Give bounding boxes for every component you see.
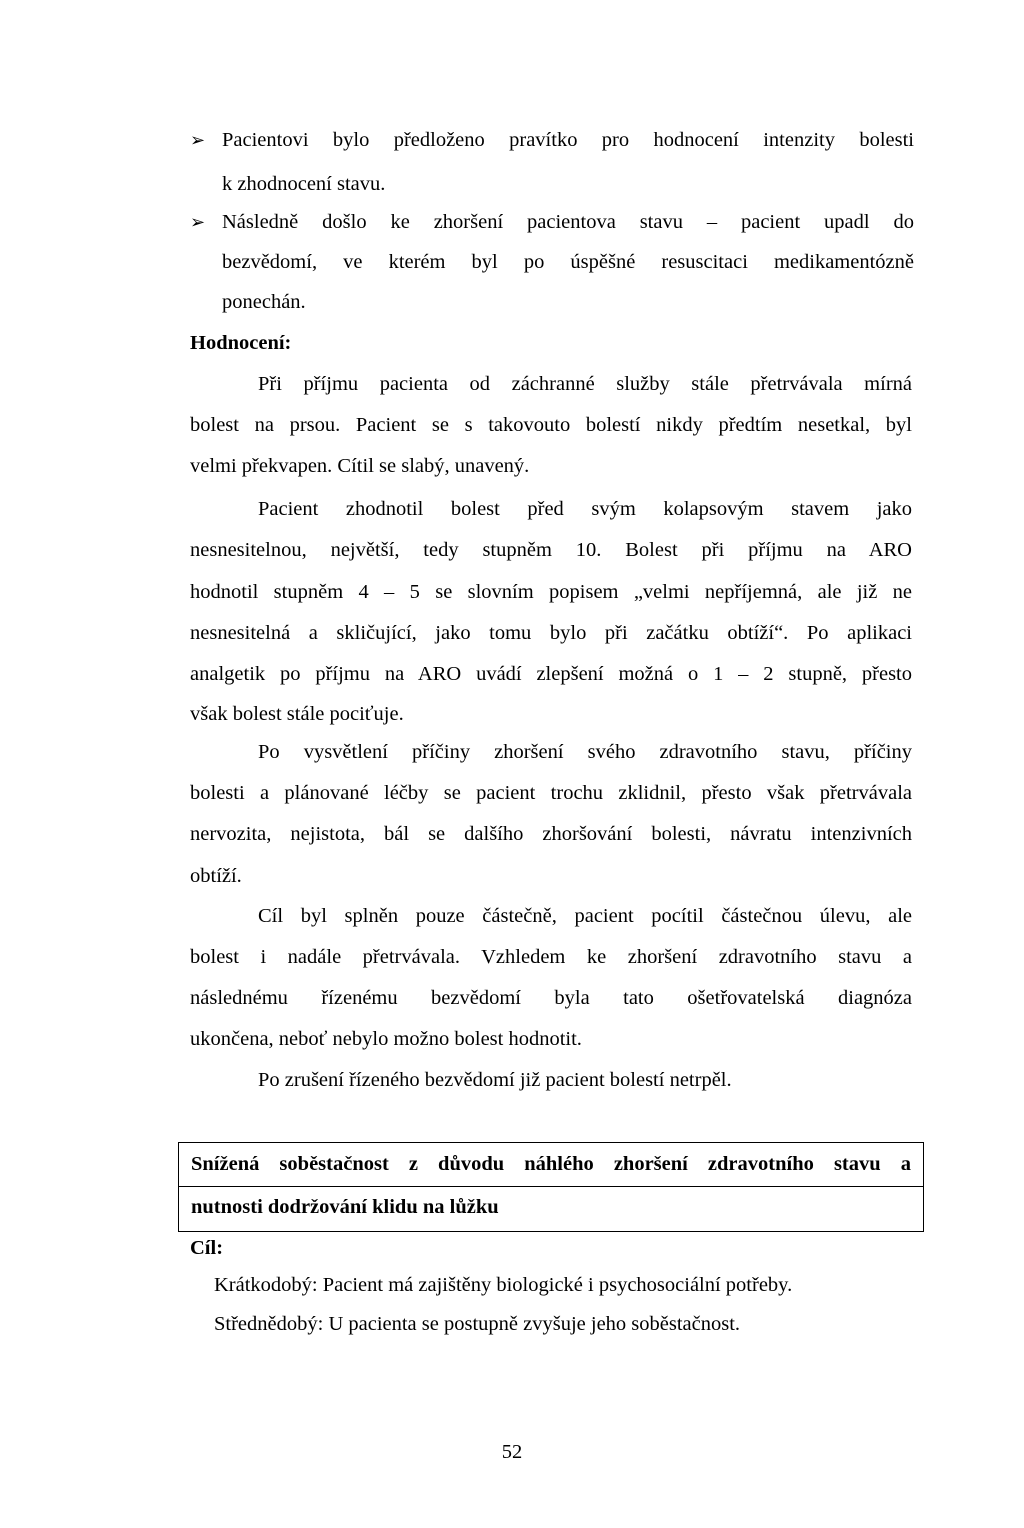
evaluation-heading: Hodnocení:	[190, 332, 292, 354]
bullet-2-line-1: Následně došlo ke zhoršení pacientova stavu – pacient upadl do	[222, 211, 914, 233]
evaluation-p3-line-4: obtíží.	[190, 865, 242, 887]
evaluation-p2-line-4: nesnesitelná a skličující, jako tomu bylo při začátku obtíží“. Po aplikaci	[190, 622, 912, 644]
bullet-1-line-2: k zhodnocení stavu.	[222, 173, 386, 195]
evaluation-p3-line-2: bolesti a plánované léčby se pacient trochu zklidnil, přesto však přetrvávala	[190, 782, 912, 804]
bullet-arrow-icon: ➢	[190, 130, 206, 150]
evaluation-p4-line-3: následnému řízenému bezvědomí byla tato ošetřovatelská diagnóza	[190, 987, 912, 1009]
bullet-1-line-1: Pacientovi bylo předloženo pravítko pro hodnocení intenzity bolesti	[222, 129, 914, 151]
goal-medium-term: Střednědobý: U pacienta se postupně zvyšuje jeho soběstačnost.	[214, 1313, 741, 1335]
box-divider	[179, 1186, 923, 1187]
bullet-arrow-icon: ➢	[190, 212, 206, 232]
evaluation-p2-line-3: hodnotil stupněm 4 – 5 se slovním popisem „velmi nepříjemná, ale již ne	[190, 581, 912, 603]
evaluation-p4-line-1: Cíl byl splněn pouze částečně, pacient pocítil částečnou úlevu, ale	[258, 905, 912, 927]
evaluation-p4-line-4: ukončena, neboť nebylo možno bolest hodnotit.	[190, 1028, 582, 1050]
bullet-2-line-2: bezvědomí, ve kterém byl po úspěšné resuscitaci medikamentózně	[222, 251, 914, 273]
evaluation-p4-line-2: bolest i nadále přetrvávala. Vzhledem ke zhoršení zdravotního stavu a	[190, 946, 912, 968]
diagnosis-title-line-1: Snížená soběstačnost z důvodu náhlého zhoršení zdravotního stavu a	[191, 1153, 911, 1175]
evaluation-p2-line-2: nesnesitelnou, největší, tedy stupněm 10. Bolest při příjmu na ARO	[190, 539, 912, 561]
page-number: 52	[501, 1441, 523, 1463]
goal-short-term: Krátkodobý: Pacient má zajištěny biologické i psychosociální potřeby.	[214, 1274, 793, 1296]
evaluation-p2-line-6: však bolest stále pociťuje.	[190, 703, 404, 725]
nursing-diagnosis-box	[178, 1142, 924, 1232]
evaluation-p5: Po zrušení řízeného bezvědomí již pacient bolestí netrpěl.	[258, 1069, 732, 1091]
evaluation-p2-line-1: Pacient zhodnotil bolest před svým kolapsovým stavem jako	[258, 498, 912, 520]
evaluation-p3-line-3: nervozita, nejistota, bál se dalšího zhoršování bolesti, návratu intenzivních	[190, 823, 912, 845]
evaluation-p3-line-1: Po vysvětlení příčiny zhoršení svého zdravotního stavu, příčiny	[258, 741, 912, 763]
goal-heading: Cíl:	[190, 1237, 224, 1259]
diagnosis-title-line-2: nutnosti dodržování klidu na lůžku	[191, 1196, 499, 1218]
evaluation-p1-line-2: bolest na prsou. Pacient se s takovouto bolestí nikdy předtím nesetkal, byl	[190, 414, 912, 436]
evaluation-p1-line-3: velmi překvapen. Cítil se slabý, unavený.	[190, 455, 530, 477]
evaluation-p1-line-1: Při příjmu pacienta od záchranné služby stále přetrvávala mírná	[258, 373, 912, 395]
bullet-2-line-3: ponechán.	[222, 291, 306, 313]
evaluation-p2-line-5: analgetik po příjmu na ARO uvádí zlepšení možná o 1 – 2 stupně, přesto	[190, 663, 912, 685]
